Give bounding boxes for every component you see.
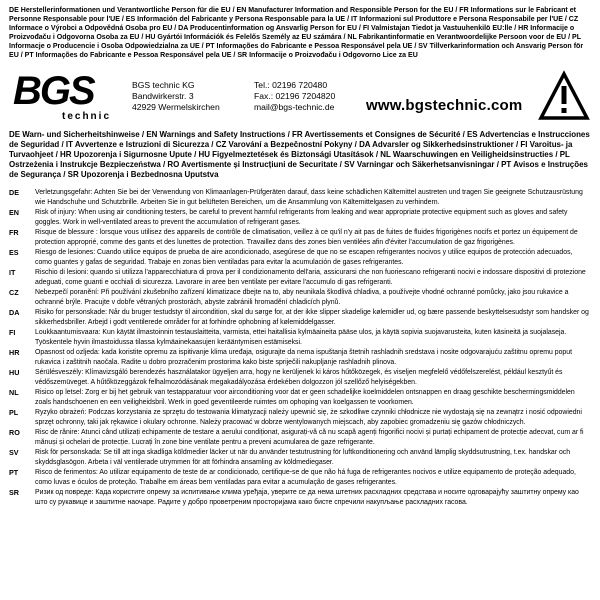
safety-row-nl <box>9 388 591 408</box>
logo-subtext: technic <box>62 111 112 122</box>
language-code: CZ <box>9 288 19 297</box>
language-code: PT <box>9 468 19 477</box>
language-code: FI <box>9 328 16 337</box>
language-code: PL <box>9 408 19 417</box>
company-contact <box>254 80 335 113</box>
language-code: ES <box>9 248 19 257</box>
company-address <box>132 80 220 113</box>
safety-text: Opasnost od ozljeda: kada koristite opremu za ispitivanje klima uređaja, osigurajte da nema ispuštanja štetnih rashladnih sredstava i nosite odgovarajuću zaštitnu opremu poput rukavica i zaštitnih naočala. Radite u dobro prozračenim prostorima kako biste spriječili nakupljanje rashladnih plinova. <box>35 349 573 366</box>
safety-heading: DE Warn- und Sicherheitshinweise / EN Warnings and Safety Instructions / FR Avertissements et Consignes de Sécurité / ES Advertencias e Instrucciones de Seguridad / IT Avvertenze e Istruzioni di Sicurezza / CZ Varování a Bezpečnostní Pokyny / DA Advarsler og Sikkerhedsinstruktioner / FI Varoitus- ja Turvaohjeet / HR Upozorenja i Sigurnosne Upute / HU Figyelmeztetések és Biztonsági Utasítások / NL Waarschuwingen en Veiligheidsinstructies / PL Ostrzeżenia i Instrukcje Bezpieczeństwa / RO Avertismente și Instrucțiuni de Securitate / SV Varningar och Säkerhetsanvisningar / PT Avisos e Instruções de Segurança / SR Upozorenja i Bezbednosna Uputstva <box>9 130 590 179</box>
language-code: EN <box>9 208 19 217</box>
safety-text: Riesgo de lesiones: Cuando utilice equipos de prueba de aire acondicionado, asegúrese de que no se escapen refrigerantes nocivos y utilice equipos de protección adecuados, como guantes y gafas de seguridad. Trabaje en zonas bien ventiladas para evitar la acumulación de gases refrigerantes. <box>35 249 573 266</box>
company-website[interactable]: www.bgstechnic.com <box>366 97 523 114</box>
safety-row-cz <box>9 288 591 308</box>
logo-text: BGS <box>13 69 94 113</box>
language-code: RO <box>9 428 20 437</box>
safety-row-de <box>9 188 591 208</box>
company-name: BGS technic KG <box>132 80 195 90</box>
language-code: SV <box>9 448 19 457</box>
safety-row-pt <box>9 468 591 488</box>
safety-text: Risco de ferimentos: Ao utilizar equipamento de teste de ar condicionado, certifique-se de que não há fuga de refrigerantes nocivos e utilize equipamento de proteção adequado, como luvas e óculos de proteção. Trabalhe em áreas bem ventiladas para evitar a acumulação de gases refrigerantes. <box>35 469 576 486</box>
language-code: DA <box>9 308 20 317</box>
safety-text: Verletzungsgefahr: Achten Sie bei der Verwendung von Klimaanlagen-Prüfgeräten darauf, dass keine schädlichen Kältemittel austreten und tragen Sie geeignete Schutzausrüstung wie Handschuhe und Schutzbrille. Arbeiten Sie in gut belüfteten Bereichen, um die Ansammlung von Kältemittelgasen zu verhindern. <box>35 189 583 206</box>
warning-triangle-icon <box>538 70 590 124</box>
safety-text: Nebezpečí poranění: Při používání zkušebního zařízení klimatizace dbejte na to, aby neunikala škodlivá chladiva, a používejte vhodné ochranné pomůcky, jako jsou rukavice a ochranné brýle. Pracujte v dobře větraných prostorách, abyste zabránili hromadění chladicích plynů. <box>35 289 569 306</box>
safety-text: Rischio di lesioni: quando si utilizza l'apparecchiatura di prova per il condizionamento dell'aria, assicurarsi che non fuoriescano refrigeranti nocivi e indossare dispositivi di protezione adeguati, come guanti e occhiali di sicurezza. Lavorare in aree ben ventilate per evitare l'accumulo di gas refrigeranti. <box>35 269 586 286</box>
safety-text: Risico op letsel: Zorg er bij het gebruik van testapparatuur voor airconditioning voor dat er geen schadelijke koelmiddelen ontsnappen en draag geschikte beschermingsmiddelen zoals handschoenen en een veiligheidsbril. Werk in goed geventileerde ruimtes om ophoping van koelgassen te voorkomen. <box>35 389 575 406</box>
manufacturer-info-heading: DE Herstellerinformationen und Verantwortliche Person für die EU / EN Manufacturer Information and Responsible Person for the EU / FR Informations sur le Fabricant et Personne Responsable pour l'UE / ES Información del Fabricante y Persona Responsable para la UE / IT Informazioni sul Produttore e Persona Responsabile per l'UE / CZ Informace o Výrobci a Odpovědná Osoba pro EU / DA Producentinformation og Ansvarlig Person for EU / FI Valmistajan Tiedot ja Vastuuhenkilö EU:lle / HR Informacije o Proizvođaču i Odgovorna Osoba za EU / HU Gyártói Információk és Felelős Személy az EU számára / NL Fabrikantinformatie en Verantwoordelijke Persoon voor de EU / PL Informacje o Producencie i Osoba Odpowiedzialna za UE / PT Informações do Fabricante e Pessoa Responsável pela UE / SV Tillverkarinformation och Ansvarig Person för EU / PT Informações do Fabricante e Pessoa Responsável pela UE / SR Informacije o Proizvođaču i Odgovorno Lice za EU <box>9 7 584 60</box>
safety-row-es <box>9 248 591 268</box>
language-code: FR <box>9 228 19 237</box>
company-tel: Tel.: 02196 720480 <box>254 80 328 90</box>
safety-text: Risk för personskada: Se till att inga skadliga köldmedier läcker ut när du använder testutrustning för luftkonditionering och använd lämplig skyddsutrustning, t.ex. handskar och skyddsglasögon. Arbeta i väl ventilerade utrymmen för att förhindra ansamling av köldmediegaser. <box>35 449 571 466</box>
safety-text: Loukkaantumisvaara: Kun käytät ilmastoinnin testauslaitteita, varmista, ettei haitallisia kylmäaineita pääse ulos, ja käytä sopivia suojavarusteita, kuten käsineitä ja suojalaseja. Työskentele hyvin ilmastoidussa tilassa kylmäainekaasujen kerääntymisen estämiseksi. <box>35 329 567 346</box>
language-code: HU <box>9 368 20 377</box>
language-code: SR <box>9 488 19 497</box>
safety-instructions-list <box>9 188 591 508</box>
safety-text: Sérülésveszély: Klímavizsgáló berendezés használatakor ügyeljen arra, hogy ne kerüljenek ki káros hűtőközegek, és viseljen megfelelő védőfelszerelést, például kesztyűt és védőszemüveget. A hűtőközeggázok felhalmozódásának megakadályozása érdekében dolgozzon jól szellőző helyiségekben. <box>35 369 563 386</box>
safety-text: Ryzyko obrażeń: Podczas korzystania ze sprzętu do testowania klimatyzacji należy upewnić się, że szkodliwe czynniki chłodnicze nie wydostają się na zewnątrz i nosić odpowiedni sprzęt ochronny, taki jak rękawice i okulary ochronne. Należy pracować w dobrze wentylowanych miejscach, aby zapobiec gromadzeniu się gazów chłodniczych. <box>35 409 582 426</box>
safety-row-pl <box>9 408 591 428</box>
safety-text: Risque de blessure : lorsque vous utilisez des appareils de contrôle de climatisation, veillez à ce qu'il n'y ait pas de fuites de fluides frigorigènes nocifs et portez un équipement de protection approprié, comme des gants et des lunettes de protection. Travaillez dans des zones bien ventilées afin d'éviter l'accumulation de gaz frigorigènes. <box>35 229 578 246</box>
safety-row-en <box>9 208 591 228</box>
safety-row-sr <box>9 488 591 508</box>
safety-row-fr <box>9 228 591 248</box>
safety-text: Risk of injury: When using air conditioning testers, be careful to prevent harmful refrigerants from leaking and wear appropriate protective equipment such as gloves and safety goggles. Work in well-ventilated areas to prevent the accumulation of refrigerant gases. <box>35 209 568 226</box>
language-code: IT <box>9 268 16 277</box>
safety-row-sv <box>9 448 591 468</box>
company-block <box>0 64 600 128</box>
safety-row-fi <box>9 328 591 348</box>
company-city: 42929 Wermelskirchen <box>132 102 220 112</box>
safety-row-ro <box>9 428 591 448</box>
safety-text: Risc de rănire: Atunci când utilizați echipamente de testare a aerului condiționat, asigurați-vă că nu scapă agenți frigorifici nocivi și purtați echipament de protecție adecvat, cum ar fi mănuși și ochelari de protecție. Lucrați în zone bine ventilate pentru a preveni acumularea de gaze refrigerante. <box>35 429 584 446</box>
language-code: DE <box>9 188 19 197</box>
bgs-logo <box>12 69 112 126</box>
safety-row-da <box>9 308 591 328</box>
company-street: Bandwirkerstr. 3 <box>132 91 194 101</box>
company-fax: Fax.: 02196 7204820 <box>254 91 336 101</box>
safety-text: Risiko for personskade: Når du bruger testudstyr til aircondition, skal du sørge for, at der ikke slipper skadelige kølemidler ud, og bære passende beskyttelsesudstyr som handsker og sikkerhedsbriller. Arbejd i godt ventilerede områder for at forhindre ophobning af kølemiddelgasser. <box>35 309 589 326</box>
safety-text: Ризик од повреде: Када користите опрему за испитивање клима уређаја, уверите се да нема штетних расхладних средстава и носите одговарајућу заштитну опрему као што су рукавице и заштитне наочаре. Радите у добро проветреним просторијама како бисте спречили накупљање расхладних гасова. <box>35 489 579 506</box>
company-mail[interactable]: mail@bgs-technic.de <box>254 102 335 112</box>
language-code: NL <box>9 388 19 397</box>
safety-row-hu <box>9 368 591 388</box>
language-code: HR <box>9 348 20 357</box>
safety-row-it <box>9 268 591 288</box>
safety-row-hr <box>9 348 591 368</box>
